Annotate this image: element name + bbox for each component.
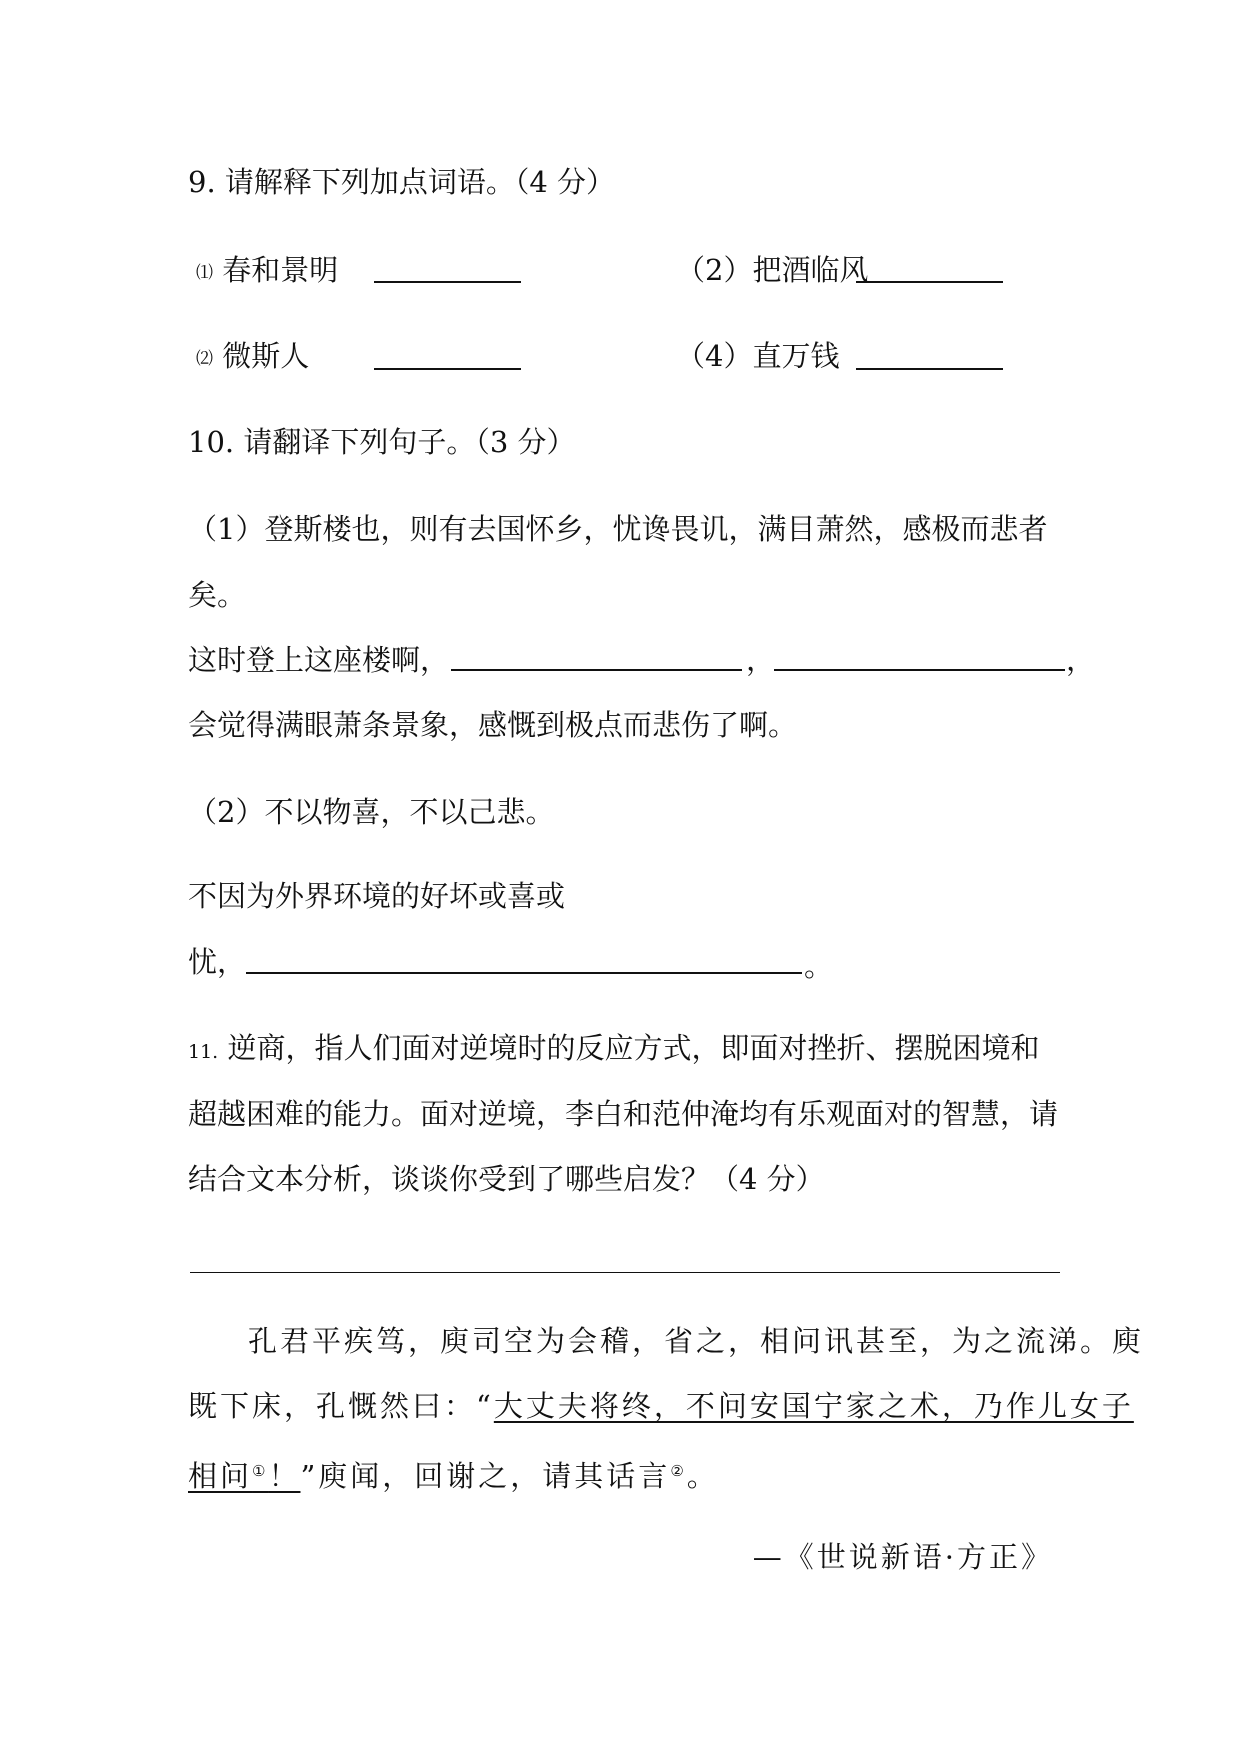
q9-answer-blank-3[interactable] [374, 368, 521, 370]
q9-answer-blank-2[interactable] [856, 281, 1003, 283]
q10-translation-1-comma-1: ， [746, 643, 776, 677]
footnote-marker-2: ② [670, 1462, 687, 1480]
q9-item-4-text: 直万钱 [752, 339, 840, 373]
q10-translation-2-line-1: 不因为外界环境的好坏或喜或 [188, 879, 566, 913]
passage-line-3-end: 。 [686, 1459, 719, 1493]
q9-item-4-num: （4） [676, 339, 753, 373]
q10-sentence-1-line-1: （1）登斯楼也，则有去国怀乡，忧谗畏讥，满目萧然，感极而悲者 [188, 512, 1048, 546]
q10-translation-1-comma-2: ， [1066, 643, 1096, 677]
q9-item-3 [196, 339, 309, 376]
q9-title: 9. 请解释下列加点词语。（4 分） [188, 165, 616, 199]
passage-line-2 [188, 1389, 1134, 1423]
q10-title: 10. 请翻译下列句子。（3 分） [188, 425, 576, 459]
q11-line-2: 超越困难的能力。面对逆境，李白和范仲淹均有乐观面对的智慧，请 [188, 1097, 1059, 1131]
q11-line-1 [188, 1031, 1039, 1069]
q9-answer-blank-4[interactable] [856, 368, 1003, 370]
q10-answer-blank-3[interactable] [246, 972, 802, 974]
footnote-marker-1: ① [252, 1462, 269, 1480]
q10-translation-2-end: 。 [804, 949, 834, 983]
q10-answer-blank-1[interactable] [451, 669, 742, 671]
section-divider [190, 1272, 1060, 1273]
q9-item-2-num: （2） [676, 253, 753, 287]
q11-line-1-text: 逆商，指人们面对逆境时的反应方式，即面对挫折、摆脱困境和 [227, 1031, 1040, 1065]
q10-answer-blank-2[interactable] [774, 669, 1065, 671]
q10-translation-1-lead: 这时登上这座楼啊， [188, 643, 450, 677]
passage-line-2-lead: 既下床，孔慨然曰：“ [188, 1389, 494, 1423]
q10-sentence-2: （2）不以物喜，不以己悲。 [188, 795, 555, 829]
q9-item-3-text: 微斯人 [222, 339, 310, 373]
q9-item-1 [196, 253, 338, 290]
q11-line-3: 结合文本分析，谈谈你受到了哪些启发？（4 分） [188, 1162, 825, 1196]
q9-item-2 [676, 253, 868, 287]
q9-item-1-text: 春和景明 [222, 253, 339, 287]
passage-line-1: 孔君平疾笃，庾司空为会稽，省之，相问讯甚至，为之流涕。庾 [248, 1324, 1145, 1358]
q10-translation-2-line-2: 忧， [188, 945, 247, 979]
passage-source: —《世说新语·方正》 [752, 1540, 1053, 1574]
passage-underlined-quote-2-text: 相问 [188, 1459, 253, 1493]
q9-item-1-num: ⑴ [196, 263, 213, 283]
q9-item-4 [676, 339, 839, 373]
passage-underlined-quote-1: 大丈夫将终，不问安国宁家之术，乃作儿女子 [493, 1389, 1134, 1423]
q10-sentence-1-line-2: 矣。 [188, 578, 247, 612]
q9-answer-blank-1[interactable] [374, 281, 521, 283]
passage-line-3 [188, 1454, 719, 1493]
passage-underlined-quote-2-end: ！ [268, 1459, 301, 1493]
q11-number: 11. [188, 1041, 219, 1063]
q10-translation-1-tail: 会觉得满眼萧条景象，感慨到极点而悲伤了啊。 [188, 708, 798, 742]
q9-item-3-num: ⑵ [196, 349, 213, 369]
passage-underlined-quote-2 [188, 1459, 300, 1493]
passage-line-3-tail: ”庾闻，回谢之，请其话言 [300, 1459, 671, 1493]
q9-item-2-text: 把酒临风 [752, 253, 869, 287]
